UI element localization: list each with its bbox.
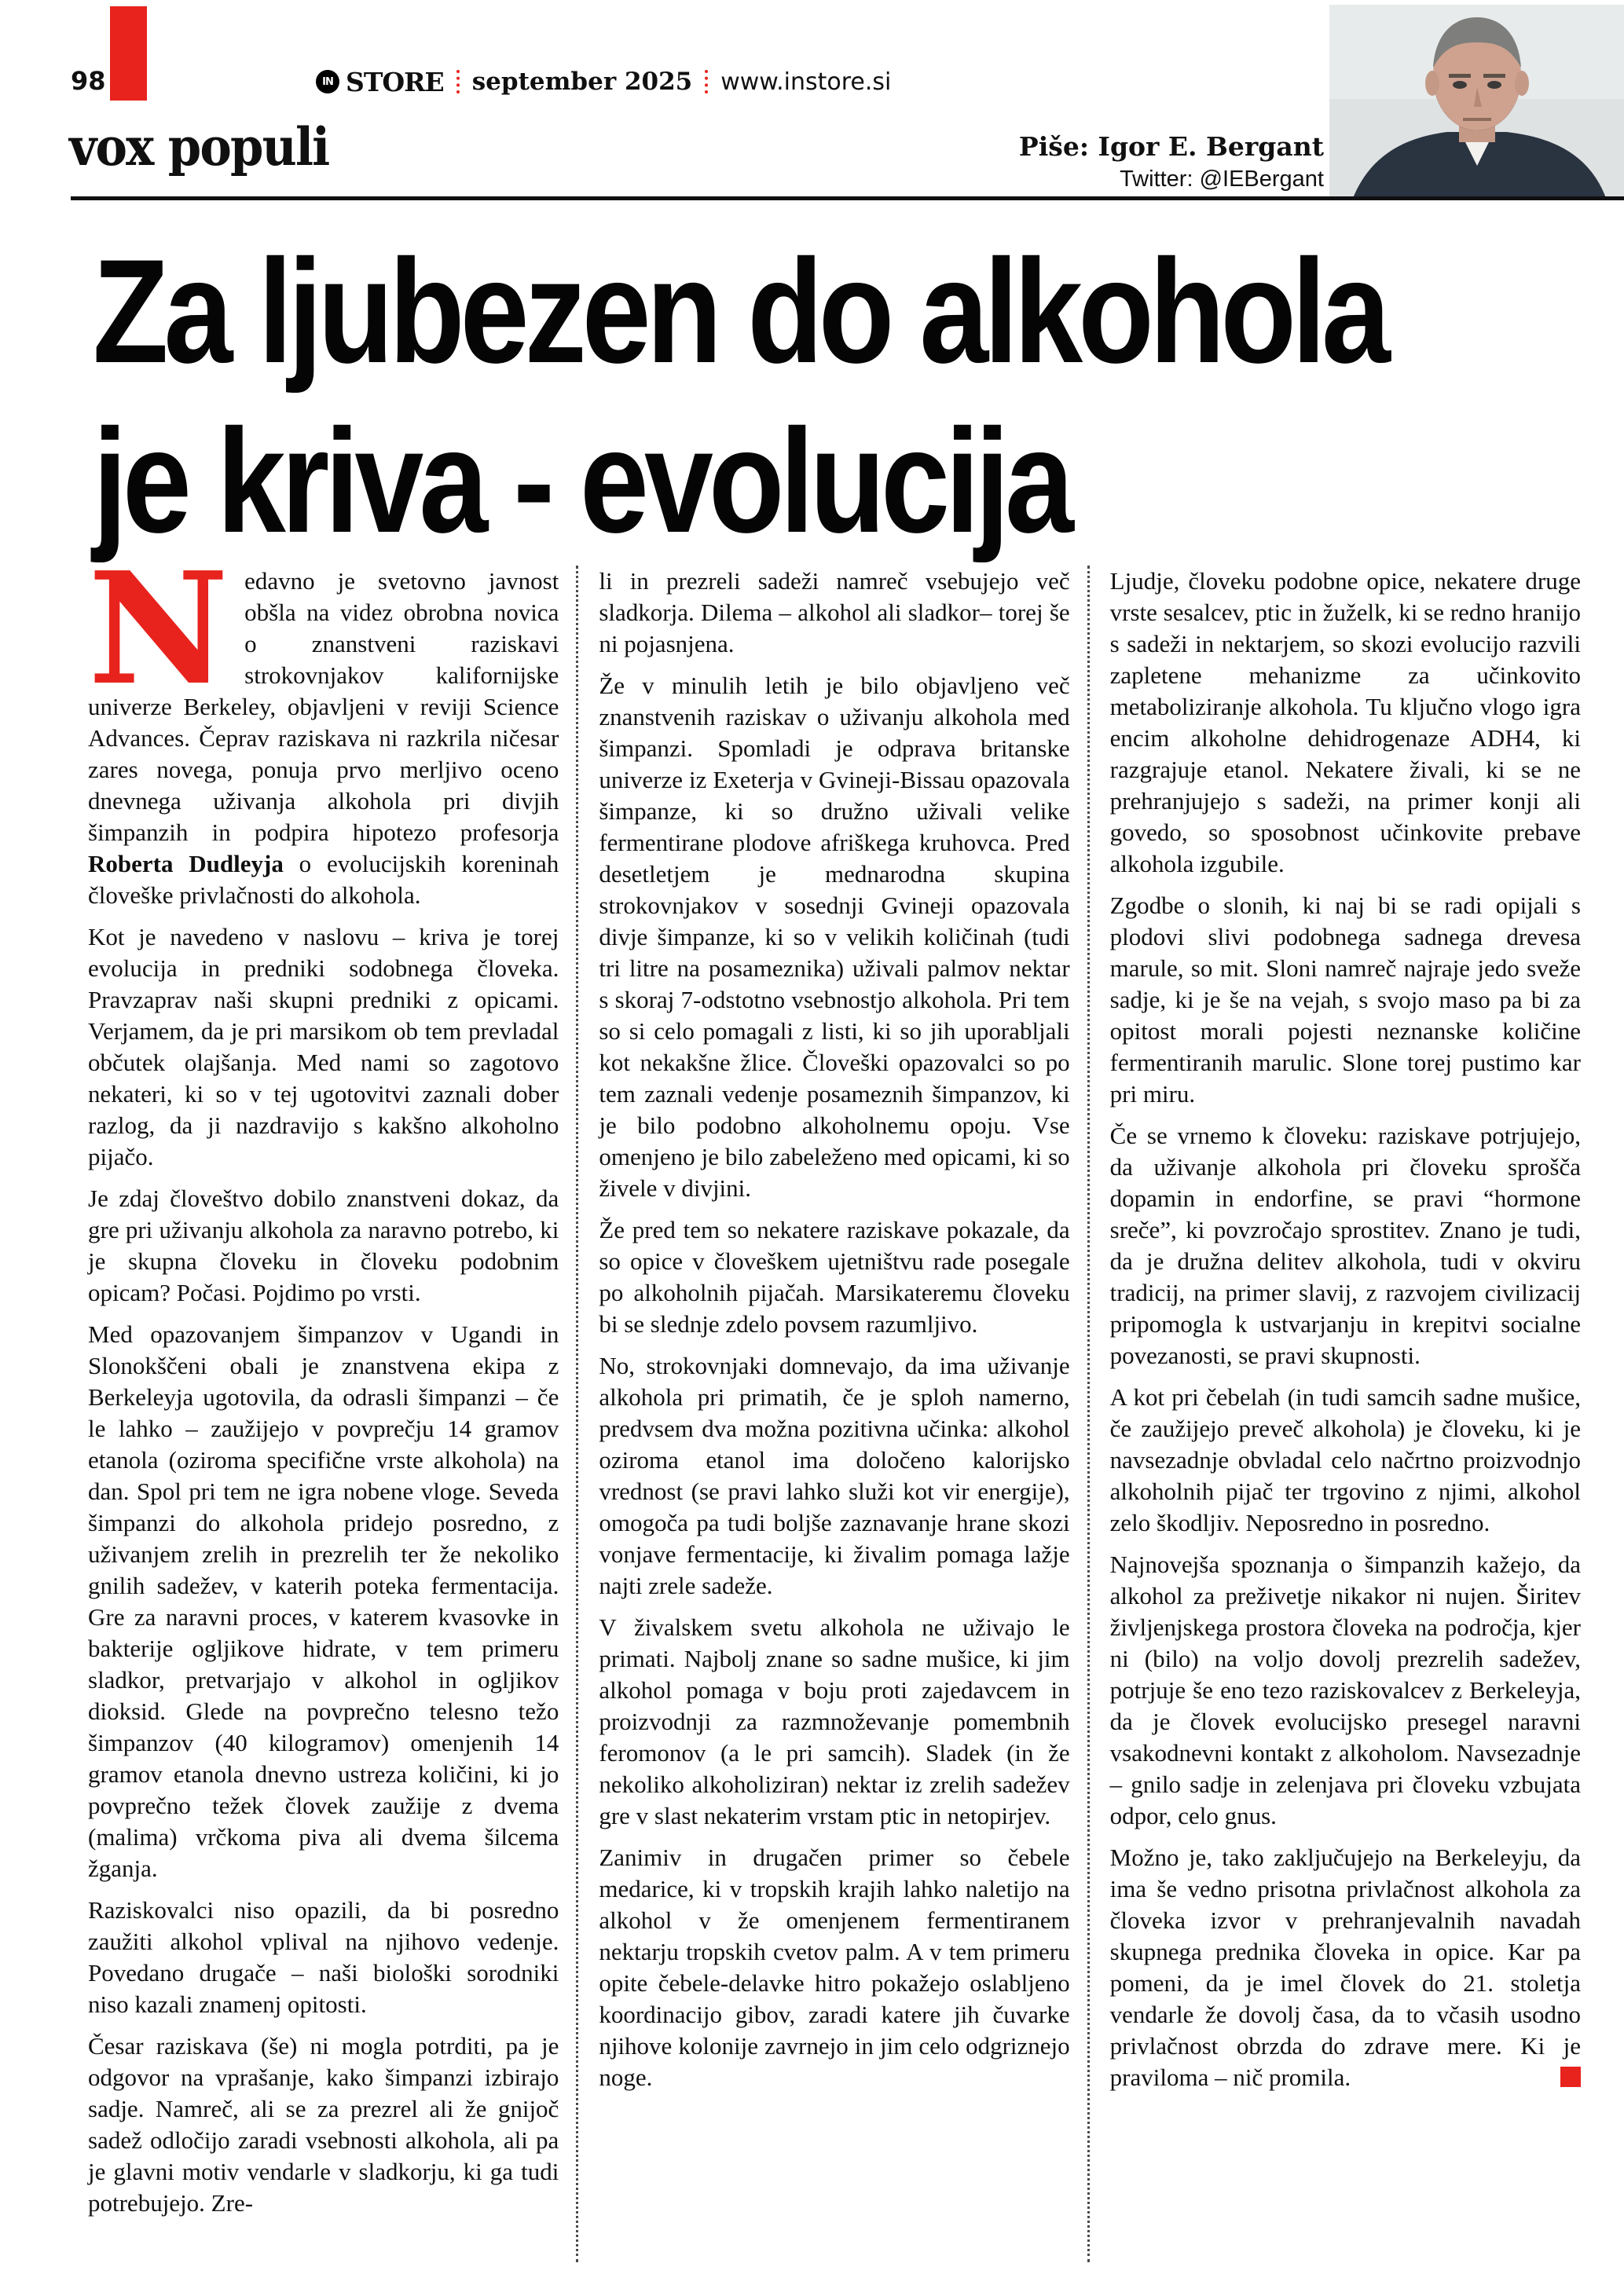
issue-date: september 2025 bbox=[471, 68, 693, 96]
body-paragraph bbox=[1110, 566, 1581, 880]
red-accent-block bbox=[110, 6, 147, 101]
text-run: Ljudje, človeku podobne opice, nekatere druge vrste sesalcev, ptic in žuželk, ki se redno hranijo s sadeži in nektarjem, so skozi evolucijo razvili zapletene mehanizme za učinkovito metaboliziranje alkohola. Tu ključno vlogo igra encim alkoholne dehidrogenaze ADH4, ki razgrajuje etanol. Nekatere živali, ki se ne prehranjujejo s sadeži, na primer konji ali govedo, so sposobnost učinkovite prebave alkohola izgubile. bbox=[1109, 567, 1581, 877]
bold-name: Roberta Dudleyja bbox=[88, 850, 284, 877]
body-paragraph bbox=[88, 539, 559, 911]
body-paragraph bbox=[88, 921, 559, 1173]
body-paragraph bbox=[599, 566, 1069, 660]
column-1 bbox=[88, 539, 578, 2262]
masthead-separator-icon bbox=[705, 70, 708, 93]
body-paragraph bbox=[599, 670, 1069, 1204]
text-run: Kot je navedeno v naslovu – kriva je torej evolucija in predniki sodobnega človeka. Pravzaprav naši skupni predniki z opicami. Verjamem, da je pri marsikom ob tem prevladal občutek olajšanja. Med nami so zagotovo nekateri, ki so v tej ugotovitvi zaznali dober razlog, da ji nazdravijo s kakšno alkoholno pijačo. bbox=[88, 923, 559, 1170]
text-run: edavno je svetovno javnost obšla na videz obrobna novica o znanstveni raziskavi strokovnjakov kalifornijske univerze Berkeley, objavljeni v reviji Science Advances. Čeprav raziskava ni razkrila ničesar zares novega, ponuja prvo merljivo oceno dnevnega uživanja alkohola pri divjih šimpanzih in podpira hipotezo profesorja bbox=[88, 567, 559, 846]
body-paragraph bbox=[88, 2031, 559, 2219]
text-run: Že v minulih letih je bilo objavljeno več znanstvenih raziskav o uživanju alkohola med šimpanzi. Spomladi je odprava britanske univerze iz Exeterja v Gvineji-Bissau opazovala šimpanze, ki so družno uživali velike fermentirane plodove afriškega kruhovca. Pred desetletjem je mednarodna skupina strokovnjakov v sosednji Gvineji opazovala divje šimpanze, ki so v velikih količinah (tudi tri litre na posameznika) uživali palmov nektar s skoraj 7-odstotno vsebnostjo alkohola. Pri tem so si celo pomagali z listi, ki so jih uporabljali kot nekakšne žlice. Človeški opazovalci so po tem zaznali vedenje posameznih šimpanzov, ki je bilo podobno alkoholnemu opoju. Vse omenjeno je bilo zabeleženo med opicami, ki so živele v divjini. bbox=[599, 672, 1070, 1202]
logo-in-text: IN bbox=[322, 75, 333, 88]
logo-store-text: STORE bbox=[346, 66, 444, 97]
column-3 bbox=[1090, 566, 1581, 2262]
body-paragraph bbox=[599, 1214, 1069, 1340]
masthead bbox=[316, 64, 891, 99]
body-paragraph bbox=[1110, 1549, 1581, 1832]
text-run: V živalskem svetu alkohola ne uživajo le primati. Najbolj znane so sadne mušice, ki jim alkohol pomaga v boju proti zajedavcem in proizvodnji za razmnoževanje pomembnih feromonov (a le pri samcih). Sladek (in že nekoliko alkoholiziran) nektar iz zrelih sadežev gre v slast nekaterim vrstam ptic in netopirjev. bbox=[599, 1613, 1070, 1829]
headline-line1: Za ljubezen do alkohola bbox=[93, 229, 1386, 394]
masthead-separator-icon bbox=[456, 70, 460, 93]
text-run: o evolucijskih koreninah človeške privlačnosti do alkohola. bbox=[88, 850, 559, 909]
author-twitter: Twitter: @IEBergant bbox=[1120, 166, 1324, 192]
text-run: Med opazovanjem šimpanzov v Ugandi in Slonokščeni obali je znanstvena ekipa z Berkeleyja ugotovila, da odrasli šimpanzi – če le lahko – zaužijejo v povprečju 14 gramov etanola (oziroma specifične vrste alkohola) na dan. Spol pri tem ne igra nobene vloge. Seveda šimpanzi do alkohola pridejo posredno, z uživanjem zrelih in prezrelih ter že nekoliko gnilih sadežev, v katerih poteka fermentacija. Gre za naravni proces, v katerem kvasovke in bakterije ogljikove hidrate, v tem primeru sladkor, pretvarjajo v alkohol in ogljikov dioksid. Glede na povprečno telesno težo šimpanzov (40 kilogramov) omenjenih 14 gramov etanola dnevno ustreza količini, ki jo povprečno težek človek zaužije z dvema (malima) vrčkoma piva ali dvema šilcema žganja. bbox=[88, 1320, 559, 1882]
text-run: Najnovejša spoznanja o šimpanzih kažejo, da alkohol za preživetje nikakor ni nujen. Širitev življenjskega prostora človeka na področja, kjer ni (bilo) na voljo dovolj prezrelih sadežev, potrjuje še eno tezo raziskovalcev z Berkeleyja, da je človek evolucijsko presegel naravni vsakodnevni kontakt z alkoholom. Navsezadnje – gnilo sadje in zelenjava pri človeku vzbujata odpor, celo gnus. bbox=[1109, 1551, 1581, 1829]
body-paragraph bbox=[1110, 1842, 1581, 2093]
text-run: li in prezreli sadeži namreč vsebujejo več sladkorja. Dilema – alkohol ali sladkor– torej še ni pojasnjena. bbox=[599, 567, 1070, 657]
body-paragraph bbox=[599, 1612, 1069, 1832]
headline-line2: je kriva - evolucija bbox=[93, 398, 1070, 563]
text-run: A kot pri čebelah (in tudi samcih sadne mušice, če zaužijejo preveč alkohola) je človeku, ki je navsezadnje obvladal celo načrtno proizvodnjo alkoholnih pijač ter trgovino z njimi, alkohol zelo škodljiv. Neposredno in posredno. bbox=[1109, 1383, 1581, 1536]
text-run: Zanimiv in drugačen primer so čebele medarice, ki v tropskih krajih lahko naletijo na alkohol v že omenjenem fermentiranem nektarju tropskih cvetov palm. A v tem primeru opite čebele-delavke hitro pokažejo oslabljeno koordinacijo gibov, zaradi katere jih čuvarke njihove kolonije zavrnejo in jim celo odgriznejo noge. bbox=[599, 1844, 1070, 2091]
text-run: Je zdaj človeštvo dobilo znanstveni dokaz, da gre pri uživanju alkohola za naravno potrebo, ki je skupna človeku in človeku podobnim opicam? Počasi. Pojdimo po vrsti. bbox=[88, 1185, 559, 1306]
author-photo bbox=[1329, 5, 1624, 198]
section-title: vox populi bbox=[69, 116, 329, 178]
body-paragraph bbox=[88, 1183, 559, 1309]
body-paragraph bbox=[88, 1895, 559, 2020]
body-paragraph bbox=[1110, 890, 1581, 1110]
drop-cap: N bbox=[88, 539, 229, 720]
article-end-mark bbox=[1560, 2067, 1581, 2087]
body-paragraph bbox=[88, 1319, 559, 1884]
body-paragraph bbox=[599, 1350, 1069, 1602]
column-2 bbox=[578, 566, 1089, 2262]
text-run: Zgodbe o slonih, ki naj bi se radi opijali s plodovi slivi podobnega sadnega drevesa marule, so mit. Sloni namreč najraje jedo sveže sadje, ki je še na vejah, s svojo maso pa bi za opitost morali pojesti neznanske količine fermentiranih marulic. Slone torej pustimo kar pri miru. bbox=[1109, 892, 1581, 1108]
website-url: www.instore.si bbox=[720, 68, 892, 96]
page-number: 98 bbox=[71, 66, 106, 96]
instore-logo-icon bbox=[316, 70, 339, 93]
header-rule bbox=[71, 196, 1624, 200]
text-run: Česar raziskava (še) ni mogla potrditi, pa je odgovor na vprašanje, kako šimpanzi izbirajo sadje. Namreč, ali se za prezrel ali že gnijoč sadež odločijo zaradi vsebnosti alkohola, ali pa je glavni motiv vendarle v sladkorju, ki ga tudi potrebujejo. Zre- bbox=[88, 2032, 559, 2217]
byline bbox=[1019, 132, 1324, 192]
article-body bbox=[88, 539, 1581, 2262]
body-paragraph bbox=[599, 1842, 1069, 2093]
text-run: Raziskovalci niso opazili, da bi posredno zaužiti alkohol vplival na njihovo vedenje. Povedano drugače – naši biološki sorodniki niso kazali znamenj opitosti. bbox=[88, 1896, 559, 2018]
text-run: Če se vrnemo k človeku: raziskave potrjujejo, da uživanje alkohola pri človeku sprošča dopamin in endorfine, se pravi “hormone sreče”, ki povzročajo sprostitev. Znano je tudi, da je družna delitev alkohola, tudi v okviru tradicij, na primer slavij, z razvojem civilizacij pripomogla k ustvarjanju in krepitvi socialne povezanosti, se pravi skupnosti. bbox=[1109, 1122, 1581, 1369]
body-paragraph bbox=[1110, 1382, 1581, 1539]
body-paragraph bbox=[1110, 1120, 1581, 1371]
text-run: No, strokovnjaki domnevajo, da ima uživanje alkohola pri primatih, če je sploh namerno, predvsem dva možna pozitivna učinka: alkohol oziroma etanol ima določeno kalorijsko vrednost (se pravi lahko služi kot vir energije), omogoča pa tudi boljše zaznavanje hrane skozi vonjave fermentacije, ki živalim pomaga lažje najti zrele sadeže. bbox=[599, 1352, 1070, 1599]
article-headline bbox=[93, 226, 1386, 566]
author-name: Piše: Igor E. Bergant bbox=[1018, 131, 1324, 162]
text-run: Možno je, tako zaključujejo na Berkeleyju, da ima še vedno prisotna privlačnost alkohola za človeka izvor v prehranjevalnih navadah skupnega prednika človeka in opice. Kar pa pomeni, da je imel človek do 21. stoletja vendarle že dovolj časa, da to včasih usodno privlačnost obrzda do zdrave mere. Ki je praviloma – nič promila. bbox=[1109, 1844, 1581, 2091]
text-run: Že pred tem so nekatere raziskave pokazale, da so opice v človeškem ujetništvu rade posegale po alkoholnih pijačah. Marsikateremu človeku bi se slednje zdelo povsem razumljivo. bbox=[599, 1216, 1070, 1338]
